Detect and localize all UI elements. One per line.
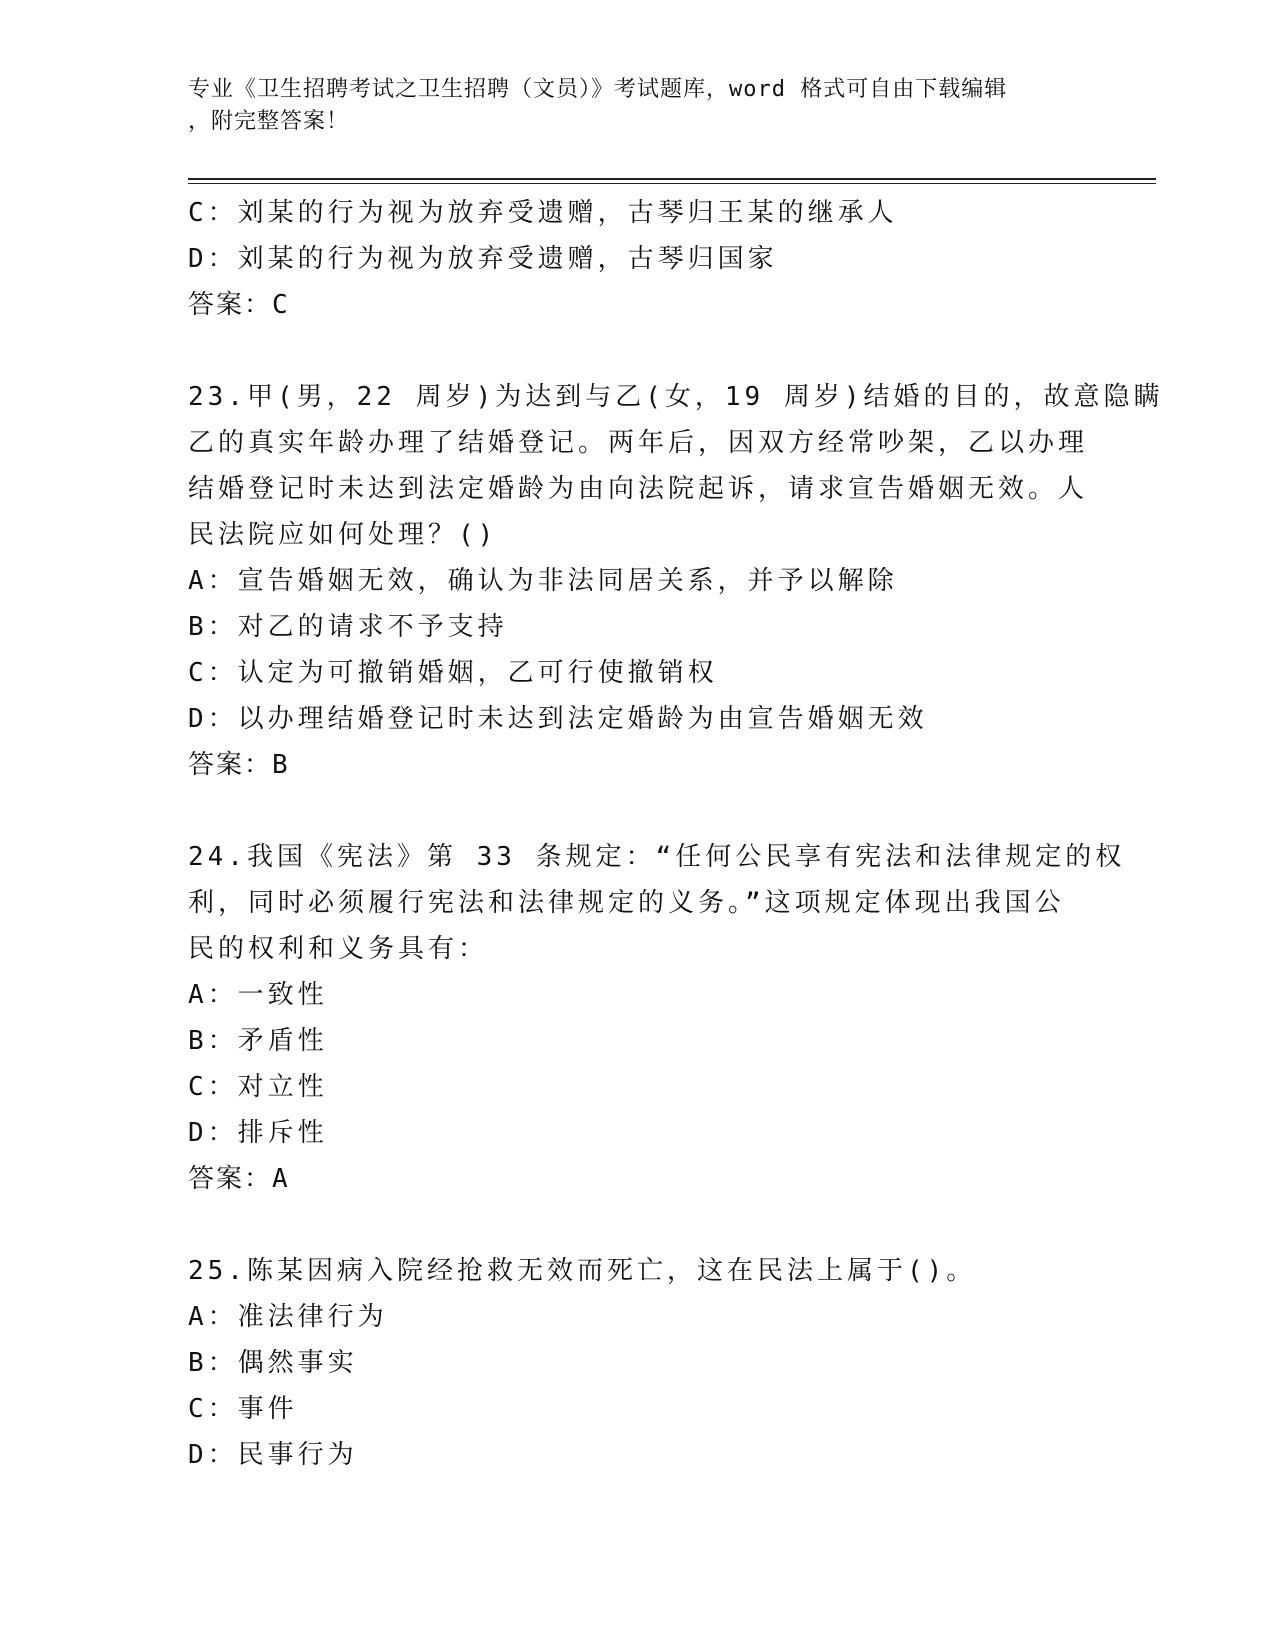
answer-line: 答案：C [188, 290, 290, 320]
spacer [188, 788, 1068, 834]
question-25 [188, 1248, 1068, 1478]
question-stem-line: 23.甲(男，22 周岁)为达到与乙(女，19 周岁)结婚的目的，故意隐瞒 [188, 382, 1164, 412]
question-23 [188, 374, 1164, 788]
question-stem-line: 民法院应如何处理？() [188, 520, 498, 550]
answer-line: 答案：A [188, 1164, 290, 1194]
question-stem-line: 乙的真实年龄办理了结婚登记。两年后，因双方经常吵架，乙以办理 [188, 428, 1089, 458]
option-b: B：对乙的请求不予支持 [188, 612, 508, 642]
option-d: D：刘某的行为视为放弃受遗赠，古琴归国家 [188, 244, 778, 274]
question-stem-line: 24.我国《宪法》第 33 条规定：“任何公民享有宪法和法律规定的权 [188, 842, 1126, 872]
option-c: C：刘某的行为视为放弃受遗赠，古琴归王某的继承人 [188, 198, 898, 228]
option-b: B：偶然事实 [188, 1348, 358, 1378]
question-stem-line: 结婚登记时未达到法定婚龄为由向法院起诉，请求宣告婚姻无效。人 [188, 474, 1089, 504]
header-rule-thick [188, 178, 1156, 180]
header-rule-thin [188, 183, 1156, 184]
header-line-2: ，附完整答案！ [188, 109, 350, 134]
spacer [188, 1202, 1068, 1248]
document-header [188, 74, 1068, 138]
option-a: A：宣告婚姻无效，确认为非法同居关系，并予以解除 [188, 566, 898, 596]
option-b: B：矛盾性 [188, 1026, 328, 1056]
question-22-continued [188, 190, 1068, 328]
option-d: D：排斥性 [188, 1118, 328, 1148]
option-d: D：民事行为 [188, 1440, 358, 1470]
option-c: C：对立性 [188, 1072, 328, 1102]
spacer [188, 328, 1068, 374]
header-line-1: 专业《卫生招聘考试之卫生招聘（文员）》考试题库，word 格式可自由下载编辑 [188, 77, 1008, 102]
option-a: A：准法律行为 [188, 1302, 388, 1332]
option-a: A：一致性 [188, 980, 328, 1010]
question-stem-line: 民的权利和义务具有： [188, 934, 489, 964]
question-24 [188, 834, 1126, 1202]
option-d: D：以办理结婚登记时未达到法定婚龄为由宣告婚姻无效 [188, 704, 928, 734]
question-content [188, 190, 1164, 1478]
answer-line: 答案：B [188, 750, 290, 780]
question-stem-line: 利，同时必须履行宪法和法律规定的义务。”这项规定体现出我国公 [188, 888, 1065, 918]
question-stem-line: 25.陈某因病入院经抢救无效而死亡，这在民法上属于()。 [188, 1256, 977, 1286]
option-c: C：认定为可撤销婚姻，乙可行使撤销权 [188, 658, 718, 688]
option-c: C：事件 [188, 1394, 298, 1424]
